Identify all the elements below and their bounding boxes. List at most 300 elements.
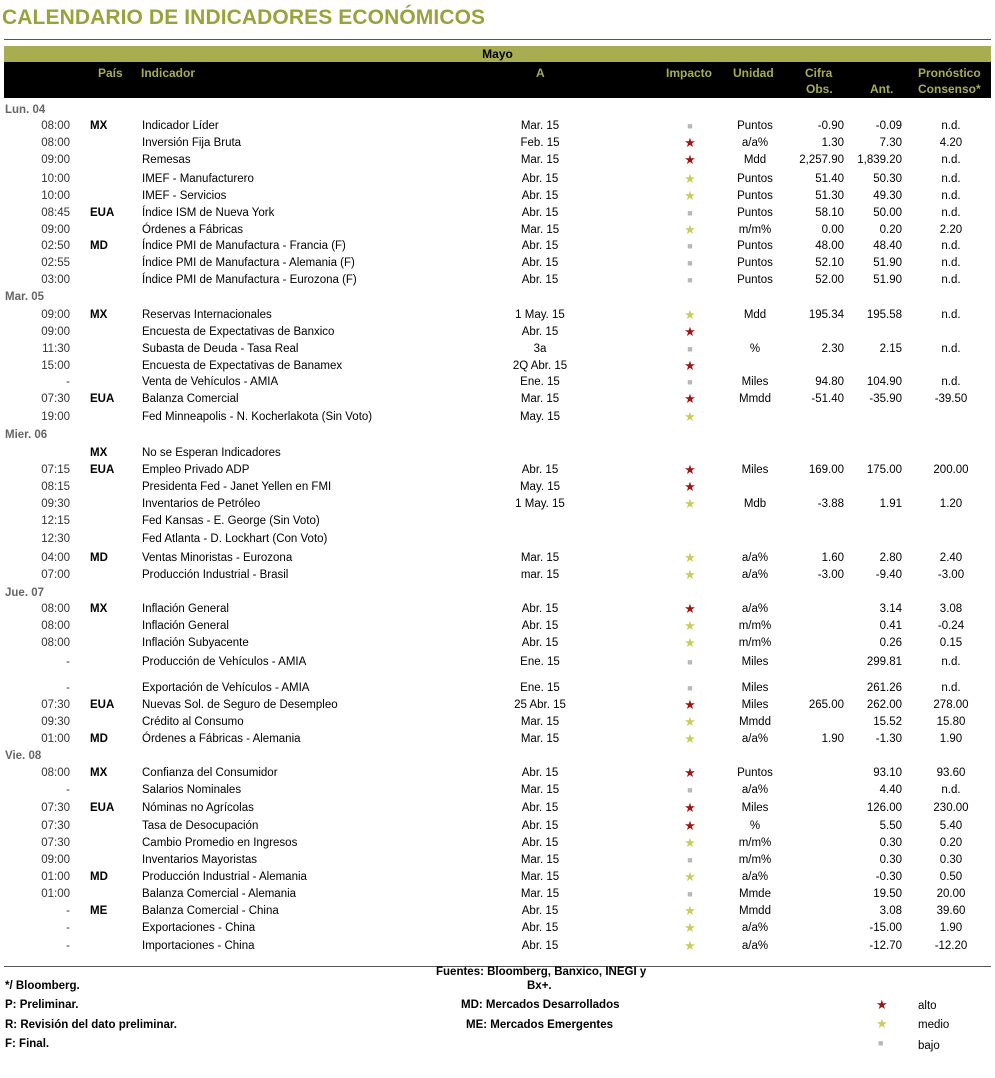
indicator-cell: Producción Industrial - Brasil — [142, 569, 289, 581]
forecast-cell: 0.15 — [939, 637, 963, 649]
sources-line-2: Bx+. — [527, 980, 552, 992]
header-impacto: Impacto — [666, 66, 713, 80]
country-cell: MX — [90, 767, 108, 779]
impact-low-icon: ■ — [687, 657, 693, 667]
previous-cell: -1.30 — [875, 733, 902, 745]
period-cell: Mar. 15 — [520, 393, 560, 405]
unit-cell: Mmdd — [739, 716, 771, 728]
country-cell: MD — [90, 240, 108, 252]
unit-cell: Miles — [741, 376, 769, 388]
table-row — [0, 479, 995, 495]
impact-low-icon: ■ — [687, 344, 693, 354]
previous-cell: -15.00 — [869, 922, 902, 934]
time-cell: 08:00 — [41, 637, 70, 649]
period-cell: Ene. 15 — [520, 656, 560, 668]
impact-medium-icon: ★ — [684, 188, 696, 203]
unit-cell: Puntos — [737, 767, 773, 779]
indicator-cell: Venta de Vehículos - AMIA — [142, 376, 279, 388]
time-cell: 07:00 — [41, 569, 70, 581]
indicator-cell: IMEF - Manufacturero — [142, 173, 254, 185]
table-row — [0, 852, 995, 868]
indicator-cell: Tasa de Desocupación — [142, 820, 259, 832]
forecast-cell: n.d. — [941, 240, 961, 252]
unit-cell: Puntos — [737, 173, 773, 185]
indicator-cell: Inflación General — [142, 603, 229, 615]
impact-high-icon: ★ — [684, 697, 696, 712]
day-header — [0, 585, 995, 601]
table-row — [0, 222, 995, 238]
country-cell: MX — [90, 447, 108, 459]
period-cell: 3a — [533, 343, 547, 355]
header-unidad: Unidad — [733, 66, 774, 80]
unit-cell: a/a% — [741, 871, 769, 883]
forecast-cell: 2.20 — [939, 224, 963, 236]
time-cell: - — [66, 922, 70, 934]
unit-cell: % — [749, 343, 761, 355]
header-a: A — [536, 66, 545, 80]
table-row — [0, 782, 995, 798]
period-cell: Abr. 15 — [521, 922, 559, 934]
impact-medium-icon: ★ — [684, 635, 696, 650]
time-cell: 11:30 — [42, 343, 70, 355]
table-row — [0, 635, 995, 651]
table-row — [0, 567, 995, 583]
impact-high-icon: ★ — [684, 800, 696, 815]
period-cell: May. 15 — [519, 481, 561, 493]
period-cell: Mar. 15 — [520, 224, 560, 236]
table-row — [0, 374, 995, 390]
footnote-md: MD: Mercados Desarrollados — [461, 999, 620, 1011]
table-row — [0, 886, 995, 902]
previous-cell: 0.30 — [879, 837, 902, 849]
unit-cell: m/m% — [738, 854, 772, 866]
table-row — [0, 496, 995, 512]
legend-alto-label: alto — [918, 1000, 937, 1012]
impact-low-icon: ■ — [687, 275, 693, 285]
impact-medium-icon: ★ — [684, 307, 696, 322]
forecast-cell: n.d. — [941, 190, 961, 202]
indicator-cell: Balanza Comercial — [142, 393, 239, 405]
previous-cell: 48.40 — [873, 240, 902, 252]
table-row — [0, 920, 995, 936]
indicator-cell: Empleo Privado ADP — [142, 464, 250, 476]
impact-medium-icon: ★ — [684, 567, 696, 582]
table-row — [0, 513, 995, 529]
impact-low-icon: ■ — [687, 855, 693, 865]
table-row — [0, 714, 995, 730]
unit-cell: m/m% — [738, 224, 772, 236]
period-cell: Abr. 15 — [521, 837, 559, 849]
table-row — [0, 835, 995, 851]
indicator-cell: Encuesta de Expectativas de Banamex — [142, 360, 343, 372]
impact-high-icon: ★ — [684, 324, 696, 339]
impact-medium-icon: ★ — [684, 835, 696, 850]
previous-cell: 1,839.20 — [857, 154, 902, 166]
page-title: CALENDARIO DE INDICADORES ECONÓMICOS — [2, 6, 486, 29]
forecast-cell: 0.20 — [939, 837, 963, 849]
previous-cell: 1.91 — [879, 498, 902, 510]
table-header — [4, 62, 991, 98]
period-cell: Abr. 15 — [521, 257, 559, 269]
forecast-cell: 2.40 — [939, 552, 963, 564]
time-cell: 08:00 — [41, 603, 70, 615]
unit-cell: m/m% — [738, 620, 772, 632]
day-header — [0, 427, 995, 443]
time-cell: 09:00 — [41, 224, 70, 236]
unit-cell: a/a% — [741, 733, 769, 745]
forecast-cell: 278.00 — [933, 699, 969, 711]
time-cell: 19:00 — [41, 411, 70, 423]
previous-cell: 3.08 — [879, 905, 902, 917]
indicator-cell: Salarios Nominales — [142, 784, 242, 796]
period-cell: Mar. 15 — [520, 888, 560, 900]
table-row — [0, 654, 995, 670]
period-cell: Abr. 15 — [521, 802, 559, 814]
time-cell: 01:00 — [41, 888, 70, 900]
previous-cell: 262.00 — [866, 699, 902, 711]
previous-cell: 0.30 — [879, 854, 902, 866]
time-cell: 09:00 — [41, 309, 70, 321]
day-label: Vie. 08 — [5, 750, 42, 762]
table-row — [0, 205, 995, 221]
forecast-cell: 0.50 — [939, 871, 963, 883]
previous-cell: -0.09 — [875, 120, 902, 132]
indicator-cell: Órdenes a Fábricas - Alemania — [142, 733, 301, 745]
indicator-cell: Exportación de Vehículos - AMIA — [142, 682, 310, 694]
table-row — [0, 818, 995, 834]
day-label: Lun. 04 — [5, 104, 46, 116]
unit-cell: Puntos — [737, 240, 773, 252]
day-header — [0, 748, 995, 764]
observed-cell: -3.88 — [817, 498, 844, 510]
indicator-cell: Inventarios de Petróleo — [142, 498, 261, 510]
observed-cell: 1.60 — [821, 552, 844, 564]
previous-cell: 3.14 — [879, 603, 902, 615]
unit-cell: Mmdd — [739, 393, 771, 405]
unit-cell: m/m% — [738, 637, 772, 649]
previous-cell: 175.00 — [866, 464, 902, 476]
previous-cell: 93.10 — [873, 767, 902, 779]
table-row — [0, 731, 995, 747]
period-cell: Abr. 15 — [521, 767, 559, 779]
time-cell: 01:00 — [41, 871, 70, 883]
indicator-cell: Inversión Fija Bruta — [142, 137, 242, 149]
table-row — [0, 391, 995, 407]
indicator-cell: Reservas Internacionales — [142, 309, 272, 321]
time-cell: 04:00 — [41, 552, 70, 564]
previous-cell: 15.52 — [873, 716, 902, 728]
time-cell: 07:30 — [41, 802, 70, 814]
period-cell: Mar. 15 — [520, 120, 560, 132]
previous-cell: 261.26 — [866, 682, 902, 694]
table-row — [0, 601, 995, 617]
forecast-cell: 39.60 — [936, 905, 966, 917]
impact-low-icon: ■ — [687, 683, 693, 693]
table-row — [0, 188, 995, 204]
header-cifra: Cifra — [805, 66, 833, 80]
table-row — [0, 680, 995, 696]
table-row — [0, 152, 995, 168]
forecast-cell: -39.50 — [934, 393, 968, 405]
indicator-cell: Fed Atlanta - D. Lockhart (Con Voto) — [142, 533, 328, 545]
unit-cell: Miles — [741, 699, 769, 711]
unit-cell: Mmde — [739, 888, 771, 900]
time-cell: - — [66, 376, 70, 388]
impact-medium-icon: ★ — [684, 903, 696, 918]
impact-low-icon: ■ — [687, 241, 693, 251]
impact-low-icon: ■ — [687, 785, 693, 795]
time-cell: 07:30 — [41, 820, 70, 832]
impact-low-icon: ■ — [687, 208, 693, 218]
previous-cell: 0.20 — [879, 224, 902, 236]
forecast-cell: 5.40 — [939, 820, 963, 832]
observed-cell: 1.30 — [821, 137, 844, 149]
indicator-cell: Presidenta Fed - Janet Yellen en FMI — [142, 481, 332, 493]
unit-cell: Miles — [741, 802, 769, 814]
unit-cell: Miles — [741, 656, 769, 668]
time-cell: 08:45 — [41, 207, 70, 219]
period-cell: mar. 15 — [520, 569, 560, 581]
previous-cell: 7.30 — [879, 137, 902, 149]
table-row — [0, 869, 995, 885]
impact-high-icon: ★ — [684, 601, 696, 616]
previous-cell: 126.00 — [866, 802, 902, 814]
previous-cell: 51.90 — [873, 274, 902, 286]
observed-cell: 2,257.90 — [799, 154, 844, 166]
table-row — [0, 118, 995, 134]
forecast-cell: -0.24 — [937, 620, 965, 632]
forecast-cell: -3.00 — [937, 569, 965, 581]
impact-high-icon: ★ — [684, 391, 696, 406]
period-cell: Mar. 15 — [520, 871, 560, 883]
country-cell: EUA — [90, 802, 115, 814]
unit-cell: % — [749, 820, 761, 832]
observed-cell: 0.00 — [821, 224, 844, 236]
indicator-cell: Índice PMI de Manufactura - Francia (F) — [142, 240, 346, 252]
previous-cell: 49.30 — [873, 190, 902, 202]
period-cell: 25 Abr. 15 — [514, 699, 566, 711]
period-cell: Abr. 15 — [521, 905, 559, 917]
forecast-cell: n.d. — [941, 154, 961, 166]
time-cell: 09:30 — [41, 498, 70, 510]
table-row — [0, 462, 995, 478]
unit-cell: a/a% — [741, 603, 769, 615]
divider — [4, 39, 991, 40]
time-cell: 07:30 — [41, 393, 70, 405]
time-cell: 15:00 — [41, 360, 70, 372]
period-cell: Abr. 15 — [521, 207, 559, 219]
table-row — [0, 324, 995, 340]
time-cell: 09:00 — [41, 854, 70, 866]
time-cell: 10:00 — [41, 173, 70, 185]
impact-high-icon: ★ — [684, 818, 696, 833]
legend-alto-icon: ★ — [876, 997, 888, 1012]
country-cell: MD — [90, 552, 108, 564]
indicator-cell: Nóminas no Agrícolas — [142, 802, 254, 814]
previous-cell: 0.26 — [879, 637, 902, 649]
period-cell: Abr. 15 — [521, 940, 559, 952]
table-row — [0, 800, 995, 816]
previous-cell: -9.40 — [875, 569, 902, 581]
period-cell: Abr. 15 — [521, 274, 559, 286]
table-row — [0, 531, 995, 547]
impact-medium-icon: ★ — [684, 714, 696, 729]
forecast-cell: 230.00 — [933, 802, 969, 814]
previous-cell: 4.40 — [879, 784, 902, 796]
impact-medium-icon: ★ — [684, 869, 696, 884]
time-cell: 12:30 — [41, 533, 70, 545]
country-cell: MX — [90, 603, 108, 615]
previous-cell: 195.58 — [866, 309, 902, 321]
impact-medium-icon: ★ — [684, 409, 696, 424]
period-cell: Abr. 15 — [521, 637, 559, 649]
country-cell: MX — [90, 120, 108, 132]
indicator-cell: Índice PMI de Manufactura - Eurozona (F) — [142, 274, 357, 286]
period-cell: Ene. 15 — [520, 682, 560, 694]
forecast-cell: n.d. — [941, 257, 961, 269]
country-cell: EUA — [90, 464, 115, 476]
unit-cell: a/a% — [741, 922, 769, 934]
legend-medio-label: medio — [918, 1019, 950, 1031]
table-row — [0, 618, 995, 634]
table-row — [0, 938, 995, 954]
forecast-cell: n.d. — [941, 376, 961, 388]
sources-line-1: Fuentes: Bloomberg, Banxico, INEGI y — [436, 966, 647, 978]
previous-cell: 104.90 — [866, 376, 902, 388]
period-cell: Mar. 15 — [520, 552, 560, 564]
impact-low-icon: ■ — [687, 377, 693, 387]
impact-high-icon: ★ — [684, 479, 696, 494]
forecast-cell: n.d. — [941, 309, 961, 321]
legend-medio-icon: ★ — [876, 1016, 888, 1031]
table-row — [0, 409, 995, 425]
forecast-cell: n.d. — [941, 656, 961, 668]
impact-medium-icon: ★ — [684, 938, 696, 953]
period-cell: Mar. 15 — [520, 733, 560, 745]
table-row — [0, 255, 995, 271]
footnote-final: F: Final. — [5, 1038, 50, 1050]
period-cell: 1 May. 15 — [515, 498, 565, 510]
observed-cell: -0.90 — [817, 120, 844, 132]
time-cell: 02:55 — [41, 257, 70, 269]
time-cell: 08:15 — [41, 481, 70, 493]
indicator-cell: Ventas Minoristas - Eurozona — [142, 552, 293, 564]
previous-cell: -35.90 — [869, 393, 902, 405]
forecast-cell: 15.80 — [936, 716, 966, 728]
table-row — [0, 550, 995, 566]
country-cell: MD — [90, 733, 108, 745]
footnote-bloomberg: */ Bloomberg. — [5, 980, 80, 992]
unit-cell: Puntos — [737, 257, 773, 269]
period-cell: Mar. 15 — [520, 784, 560, 796]
day-label: Mier. 06 — [5, 429, 48, 441]
unit-cell: Mdd — [743, 309, 767, 321]
country-cell: EUA — [90, 207, 115, 219]
time-cell: 09:30 — [41, 716, 70, 728]
time-cell: 03:00 — [41, 274, 70, 286]
forecast-cell: n.d. — [941, 343, 961, 355]
indicator-cell: Importaciones - China — [142, 940, 255, 952]
period-cell: Abr. 15 — [521, 820, 559, 832]
period-cell: Abr. 15 — [521, 620, 559, 632]
period-cell: Abr. 15 — [521, 603, 559, 615]
footnote-me: ME: Mercados Emergentes — [466, 1019, 613, 1031]
previous-cell: 0.41 — [879, 620, 902, 632]
unit-cell: Puntos — [737, 274, 773, 286]
table-row — [0, 238, 995, 254]
unit-cell: a/a% — [741, 940, 769, 952]
previous-cell: -0.30 — [875, 871, 902, 883]
country-cell: EUA — [90, 699, 115, 711]
forecast-cell: n.d. — [941, 173, 961, 185]
period-cell: Feb. 15 — [520, 137, 560, 149]
legend-bajo-label: bajo — [918, 1040, 940, 1052]
time-cell: 08:00 — [41, 137, 70, 149]
table-row — [0, 341, 995, 357]
impact-low-icon: ■ — [687, 889, 693, 899]
impact-high-icon: ★ — [684, 462, 696, 477]
impact-medium-icon: ★ — [684, 496, 696, 511]
footnote-revision: R: Revisión del dato preliminar. — [5, 1019, 177, 1031]
indicator-cell: Encuesta de Expectativas de Banxico — [142, 326, 335, 338]
period-cell: Abr. 15 — [521, 173, 559, 185]
indicator-cell: Producción Industrial - Alemania — [142, 871, 307, 883]
indicator-cell: Inflación General — [142, 620, 229, 632]
time-cell: 07:30 — [41, 699, 70, 711]
indicator-cell: Inflación Subyacente — [142, 637, 249, 649]
period-cell: May. 15 — [519, 411, 561, 423]
period-cell: Mar. 15 — [520, 154, 560, 166]
forecast-cell: 1.90 — [939, 733, 963, 745]
observed-cell: 52.00 — [815, 274, 844, 286]
indicator-cell: Exportaciones - China — [142, 922, 256, 934]
unit-cell: Puntos — [737, 190, 773, 202]
observed-cell: -51.40 — [811, 393, 844, 405]
time-cell: - — [66, 656, 70, 668]
indicator-cell: Fed Kansas - E. George (Sin Voto) — [142, 515, 320, 527]
impact-high-icon: ★ — [684, 358, 696, 373]
indicator-cell: Nuevas Sol. de Seguro de Desempleo — [142, 699, 338, 711]
time-cell: - — [66, 784, 70, 796]
period-cell: Mar. 15 — [520, 716, 560, 728]
impact-medium-icon: ★ — [684, 618, 696, 633]
unit-cell: a/a% — [741, 552, 769, 564]
period-cell: Mar. 15 — [520, 854, 560, 866]
indicator-cell: Subasta de Deuda - Tasa Real — [142, 343, 299, 355]
period-cell: 2Q Abr. 15 — [512, 360, 568, 372]
country-cell: EUA — [90, 393, 115, 405]
forecast-cell: 0.30 — [939, 854, 963, 866]
observed-cell: 48.00 — [815, 240, 844, 252]
time-cell: - — [66, 940, 70, 952]
table-row — [0, 765, 995, 781]
table-row — [0, 272, 995, 288]
impact-medium-icon: ★ — [684, 222, 696, 237]
observed-cell: 2.30 — [821, 343, 844, 355]
impact-medium-icon: ★ — [684, 920, 696, 935]
table-row — [0, 445, 995, 461]
period-cell: Abr. 15 — [521, 464, 559, 476]
forecast-cell: 1.20 — [939, 498, 963, 510]
forecast-cell: n.d. — [941, 682, 961, 694]
observed-cell: -3.00 — [817, 569, 844, 581]
unit-cell: a/a% — [741, 569, 769, 581]
month-bar: Mayo — [4, 46, 991, 62]
previous-cell: -12.70 — [869, 940, 902, 952]
time-cell: 07:15 — [41, 464, 70, 476]
day-label: Mar. 05 — [5, 291, 44, 303]
unit-cell: a/a% — [741, 784, 769, 796]
